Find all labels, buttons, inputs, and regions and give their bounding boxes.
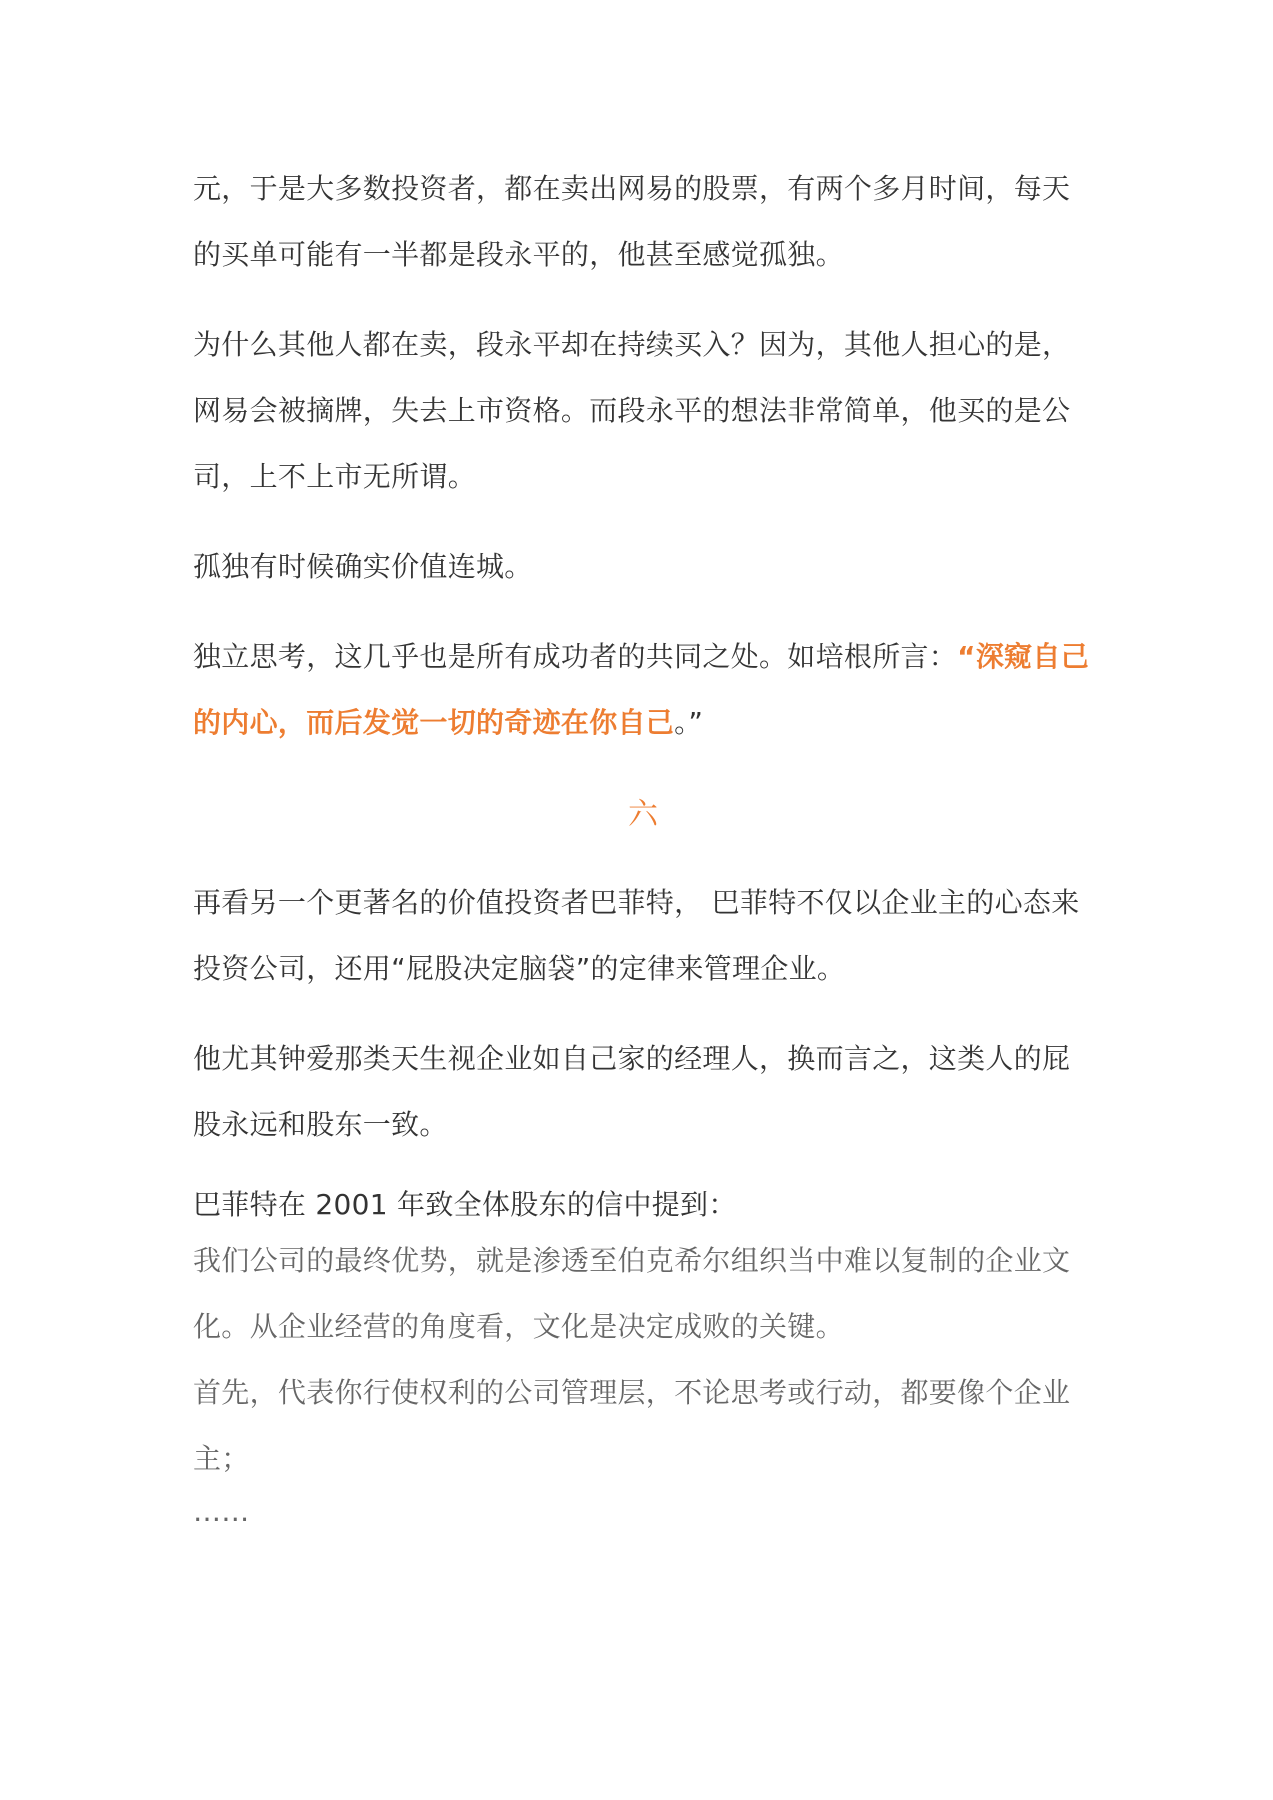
quote-highlight-text: 深窥自己的内心，而后发觉一切的奇迹在你自己 [193,640,1090,739]
paragraph-netease-selling: 元，于是大多数投资者，都在卖出网易的股票，有两个多月时间，每天的买单可能有一半都是段永平的，他甚至感觉孤独。 [193,172,1071,271]
letter-line-management: 首先，代表你行使权利的公司管理层，不论思考或行动，都要像个企业主； [193,1376,1071,1475]
article-body [193,156,1093,1532]
paragraph-why-buying: 为什么其他人都在卖，段永平却在持续买入？因为，其他人担心的是，网易会被摘牌，失去上市资格。而段永平的想法非常简单，他买的是公司，上不上市无所谓。 [193,328,1071,493]
letter-intro: 巴菲特在 2001 年致全体股东的信中提到： [193,1188,737,1221]
paragraph-buffett-intro: 再看另一个更著名的价值投资者巴菲特， 巴菲特不仅以企业主的心态来投资公司，还用“屁股决定脑袋”的定律来管理企业。 [193,886,1080,985]
section-heading-six: 六 [628,797,658,832]
letter-line-culture: 我们公司的最终优势，就是渗透至伯克希尔组织当中难以复制的企业文化。从企业经营的角度看，文化是决定成败的关键。 [193,1244,1071,1343]
paragraph-buffett-managers: 他尤其钟爱那类天生视企业如自己家的经理人，换而言之，这类人的屁股永远和股东一致。 [193,1042,1071,1141]
paragraph-bacon-quote [193,624,1093,756]
quote-lead-text: 独立思考，这几乎也是所有成功者的共同之处。如培根所言： [193,640,958,673]
quote-close-mark: 。” [674,706,704,739]
buffett-letter-excerpt [193,1182,1093,1532]
letter-ellipsis: …… [193,1495,250,1528]
quote-open-mark: “ [957,640,976,673]
paragraph-loneliness: 孤独有时候确实价值连城。 [193,550,533,583]
